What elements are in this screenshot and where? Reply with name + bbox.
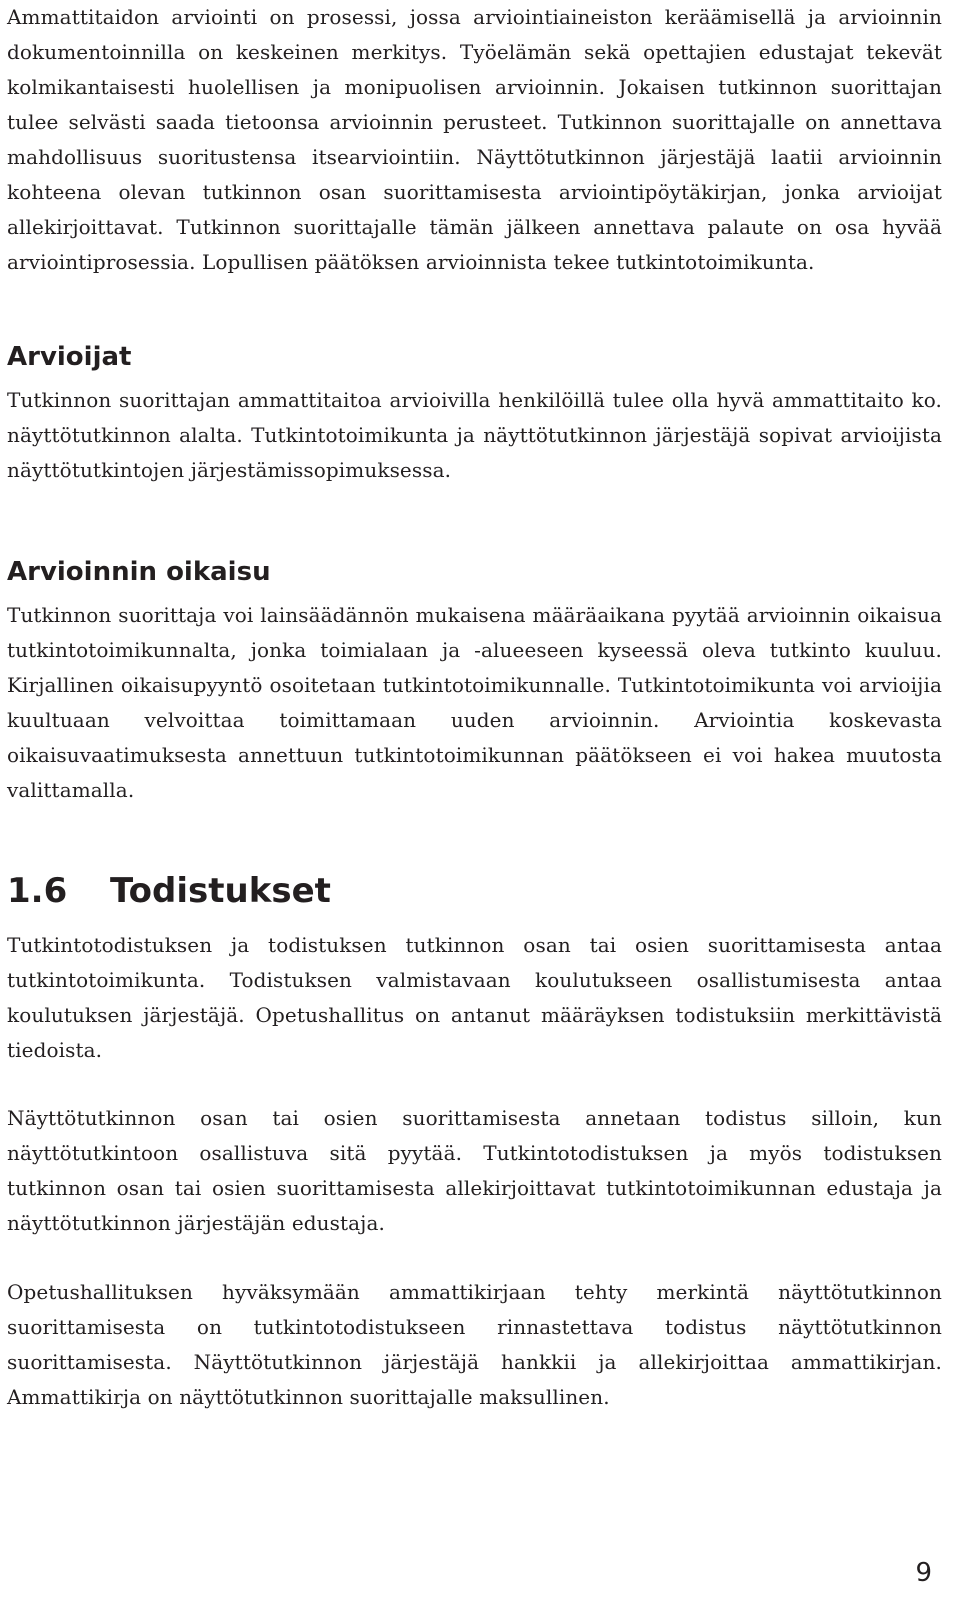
oikaisu-heading: Arvioinnin oikaisu <box>7 557 271 587</box>
intro-section <box>7 0 942 280</box>
section-heading <box>7 871 942 911</box>
todistukset-section <box>7 871 942 911</box>
intro-paragraph: Ammattitaidon arviointi on prosessi, jossa arviointiaineiston keräämisellä ja arvioinnin dokumentoinnilla on keskeinen merkitys. Työelämän sekä opettajien edustajat tekevät kolmikantaisesti huolellisen ja monipuolisen arvioinnin. Jokaisen tutkinnon suorittajan tulee selvästi saada tietoonsa arvioinnin perusteet. Tutkinnon suorittajalle on annettava mahdollisuus suoritustensa itsearviointiin. Näyttötutkinnon järjestäjä laatii arvioinnin kohteena olevan tutkinnon osan suorittamisesta arviointipöytäkirjan, jonka arvioijat allekirjoittavat. Tutkinnon suorittajalle tämän jälkeen annettava palaute on osa hyvää arviointiprosessia. Lopullisen päätöksen arvioinnista tekee tutkintotoimikunta. <box>7 5 942 274</box>
page-number: 9 <box>915 1558 932 1588</box>
todistukset-body-2 <box>7 1101 942 1241</box>
arvioijat-heading: Arvioijat <box>7 342 132 372</box>
oikaisu-paragraph: Tutkinnon suorittaja voi lainsäädännön mukaisena määräaikana pyytää arvioinnin oikaisua tutkintotoimikunnalta, jonka toimialaan ja -alueeseen kyseessä oleva tutkinto kuuluu. Kirjallinen oikaisupyyntö osoitetaan tutkintotoimikunnalle. Tutkintotoimikunta voi arvioijia kuultuaan velvoittaa toimittamaan uuden arvioinnin. Arviointia koskevasta oikaisuvaatimuksesta annettuun tutkintotoimikunnan päätökseen ei voi hakea muutosta valittamalla. <box>7 603 942 802</box>
oikaisu-section <box>7 556 942 588</box>
arvioijat-body <box>7 383 942 488</box>
todistukset-paragraph: Tutkintotodistuksen ja todistuksen tutkinnon osan tai osien suorittamisesta antaa tutkintotoimikunta. Todistuksen valmistavaan koulutukseen osallistumisesta antaa koulutuksen järjestäjä. Opetushallitus on antanut määräyksen todistuksiin merkittävistä tiedoista. <box>7 933 942 1062</box>
todistukset-paragraph: Opetushallituksen hyväksymään ammattikirjaan tehty merkintä näyttötutkinnon suorittamisesta on tutkintotodistukseen rinnastettava todistus näyttötutkinnon suorittamisesta. Näyttötutkinnon järjestäjä hankkii ja allekirjoittaa ammattikirjan. Ammattikirja on näyttötutkinnon suorittajalle maksullinen. <box>7 1280 942 1409</box>
todistukset-body-1 <box>7 928 942 1068</box>
todistukset-paragraph: Näyttötutkinnon osan tai osien suorittamisesta annetaan todistus silloin, kun näyttötutkintoon osallistuva sitä pyytää. Tutkintotodistuksen ja myös todistuksen tutkinnon osan tai osien suorittamisesta allekirjoittavat tutkintotoimikunnan edustaja ja näyttötutkinnon järjestäjän edustaja. <box>7 1106 942 1235</box>
arvioijat-paragraph: Tutkinnon suorittajan ammattitaitoa arvioivilla henkilöillä tulee olla hyvä ammattitaito ko. näyttötutkinnon alalta. Tutkintotoimikunta ja näyttötutkinnon järjestäjä sopivat arvioijista näyttötutkintojen järjestämissopimuksessa. <box>7 388 942 482</box>
arvioijat-section <box>7 341 942 373</box>
todistukset-body-3 <box>7 1275 942 1415</box>
section-number: 1.6 <box>7 871 68 911</box>
oikaisu-body <box>7 598 942 808</box>
section-title: Todistukset <box>110 871 331 911</box>
